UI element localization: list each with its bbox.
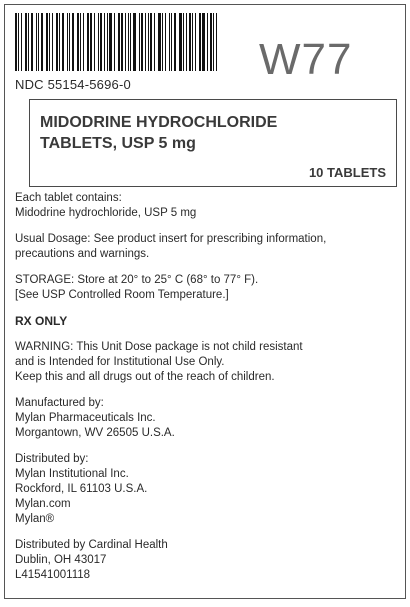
barcode-bar <box>49 13 50 71</box>
contents-line: Midodrine hydrochloride, USP 5 mg <box>15 207 197 219</box>
barcode-bar <box>210 13 212 71</box>
warning-line2: and is Intended for Institutional Use Only. <box>15 356 225 368</box>
distributor-city: Rockford, IL 61103 U.S.A. <box>15 483 148 495</box>
barcode-bar <box>80 13 81 71</box>
barcode-bar <box>31 13 33 71</box>
barcode-bar <box>72 13 74 71</box>
dosage-line1: Usual Dosage: See product insert for prescribing information, <box>15 233 327 245</box>
barcode-bar <box>46 13 49 71</box>
manufacturer-city: Morgantown, WV 26505 U.S.A. <box>15 427 175 439</box>
barcode-bar <box>207 13 208 71</box>
dosage-line2: precautions and warnings. <box>15 248 150 260</box>
barcode-bar <box>125 13 126 71</box>
barcode-bar <box>128 13 129 71</box>
barcode-bar <box>186 13 187 71</box>
barcode-bar <box>56 13 58 71</box>
cardinal-line2: Dublin, OH 43017 <box>15 554 107 566</box>
barcode-bar <box>141 13 143 71</box>
barcode-bar <box>130 13 131 71</box>
distributor-name: Mylan Institutional Inc. <box>15 468 129 480</box>
barcode-bar <box>52 13 53 71</box>
product-name-box <box>29 99 397 187</box>
barcode-bar <box>87 13 90 71</box>
barcode-bar <box>69 13 70 71</box>
storage-line2: [See USP Controlled Room Temperature.] <box>15 289 229 301</box>
barcode-bar <box>192 13 193 71</box>
label-body <box>15 191 400 583</box>
barcode-bar <box>174 13 176 71</box>
barcode-bar <box>150 13 152 71</box>
barcode-bar <box>38 13 39 71</box>
barcode-bar <box>189 13 191 71</box>
contents-heading: Each tablet contains: <box>15 192 122 204</box>
barcode-bar <box>169 13 171 71</box>
barcode-bar <box>98 13 99 71</box>
barcode-bar <box>121 13 123 71</box>
barcode-bar <box>94 13 95 71</box>
cardinal-code: L41541001118 <box>15 569 91 581</box>
manufacturer-heading: Manufactured by: <box>15 397 104 409</box>
ndc-number: NDC 55154-5696-0 <box>15 77 131 92</box>
barcode-bar <box>202 13 205 71</box>
barcode-bar <box>77 13 79 71</box>
barcode-bar <box>21 13 22 71</box>
barcode-bar <box>158 13 161 71</box>
barcode-bar <box>62 13 65 71</box>
manufacturer-name: Mylan Pharmaceuticals Inc. <box>15 412 156 424</box>
barcode-bar <box>18 13 19 71</box>
lot-code: W77 <box>259 35 353 84</box>
barcode-bar <box>145 13 146 71</box>
barcode-bar <box>83 13 84 71</box>
product-name-line2: TABLETS, USP 5 mg <box>40 135 196 152</box>
cardinal-line1: Distributed by Cardinal Health <box>15 539 168 551</box>
barcode-bar <box>118 13 120 71</box>
barcode-bar <box>183 13 184 71</box>
barcode-bar <box>165 13 166 71</box>
barcode-bar <box>199 13 201 71</box>
distributor-brand: Mylan® <box>15 513 55 525</box>
barcode <box>15 13 220 71</box>
barcode-bar <box>59 13 60 71</box>
barcode-bar <box>41 13 43 71</box>
barcode-bar <box>179 13 182 71</box>
barcode-bar <box>114 13 115 71</box>
barcode-bar <box>36 13 37 71</box>
barcode-bar <box>139 13 140 71</box>
barcode-bar <box>104 13 105 71</box>
barcode-bar <box>28 13 29 71</box>
barcode-bar <box>90 13 92 71</box>
barcode-bar <box>133 13 136 71</box>
barcode-bar <box>67 13 68 71</box>
barcode-bar <box>154 13 155 71</box>
barcode-bar <box>25 13 28 71</box>
barcode-bar <box>162 13 163 71</box>
rx-only: RX ONLY <box>15 314 68 328</box>
barcode-bar <box>100 13 102 71</box>
barcode-bar <box>216 13 217 71</box>
distributor-heading: Distributed by: <box>15 453 89 465</box>
barcode-bar <box>15 13 17 71</box>
barcode-bar <box>213 13 214 71</box>
product-name-line1: MIDODRINE HYDROCHLORIDE <box>40 114 278 131</box>
barcode-bar <box>171 13 172 71</box>
barcode-bar <box>109 13 112 71</box>
storage-line1: STORAGE: Store at 20° to 25° C (68° to 77° F). <box>15 274 259 286</box>
barcode-bar <box>148 13 149 71</box>
distributor-web: Mylan.com <box>15 498 71 510</box>
drug-label <box>4 4 406 599</box>
barcode-bar <box>107 13 108 71</box>
barcode-bar <box>195 13 196 71</box>
warning-line1: WARNING: This Unit Dose package is not child resistant <box>15 341 303 353</box>
product-name <box>40 112 277 154</box>
tablet-count: 10 TABLETS <box>308 165 386 180</box>
warning-line3: Keep this and all drugs out of the reach of children. <box>15 371 275 383</box>
